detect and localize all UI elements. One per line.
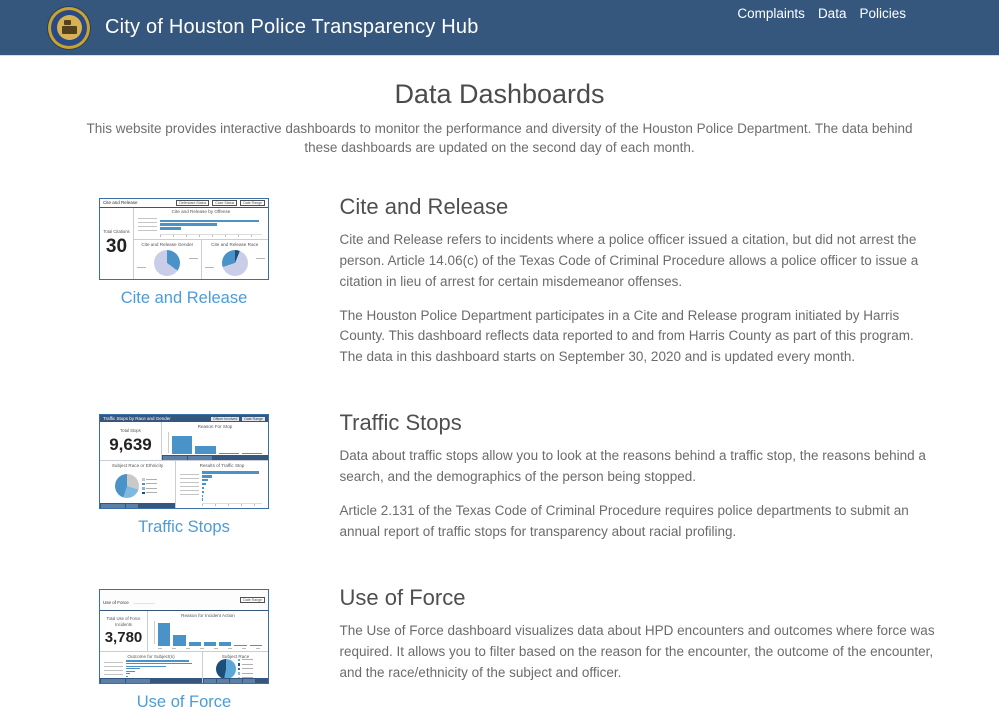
mini-chart-gender-pie: Cite and Release Gender <box>134 240 201 279</box>
subject-race-pie <box>115 474 139 498</box>
mini-dashboard-title: Traffic Stops by Race and Gender <box>103 416 171 422</box>
mini-filter-bar <box>240 597 265 603</box>
mini-filter-date-range: Date Range <box>240 200 265 206</box>
mini-chart-reason-for-incident: Reason for Incident Action <box>148 611 268 651</box>
mini-chart-race-pie: Cite and Release Race <box>201 240 269 279</box>
use-of-force-thumbnail[interactable] <box>99 589 269 684</box>
mini-dashboard-titlebar <box>100 415 268 422</box>
mini-filter-officer-involved: Officer Involved <box>213 416 238 421</box>
mini-stat-total-stops: Total Stops 9,639 <box>100 422 162 460</box>
mini-legend <box>142 478 160 494</box>
section-heading: Cite and Release <box>339 193 509 219</box>
seal-locomotive-icon <box>57 15 82 40</box>
mini-chart-subject-race: Subject Race <box>203 652 268 683</box>
traffic-stops-thumbnail[interactable] <box>99 414 269 509</box>
section-paragraph: The Houston Police Department participates in a Cite and Release program initiated by Harris County. This dashboard reflects data reported to and from Harris County as part of this program. The data in this dashboard starts on September 30, 2020 and is updated every month. <box>339 307 914 365</box>
mini-tab-strip <box>100 503 175 508</box>
cite-and-release-link[interactable]: Cite and Release <box>120 288 248 307</box>
mini-dashboard-titlebar <box>100 590 268 611</box>
site-header <box>0 0 999 56</box>
seal-ring <box>51 10 87 46</box>
cite-and-release-thumbnail[interactable] <box>99 198 269 280</box>
mini-reason-bars <box>148 619 268 648</box>
nav-policies[interactable]: Policies <box>859 6 906 21</box>
cite-and-release-figure <box>62 198 307 382</box>
section-paragraph: The Use of Force dashboard visualizes data about HPD encounters and outcomes where force was required. It allows you to filter based on the reason for the encounter, the outcome of the encounter, and the race/ethnicity of the subject and officer. <box>339 623 935 680</box>
mini-chart-reason-for-stop: Reason For Stop <box>162 422 268 460</box>
dashboard-sections <box>62 193 938 712</box>
top-nav <box>737 6 906 21</box>
houston-city-seal-logo[interactable] <box>48 7 90 49</box>
page-intro: This website provides interactive dashboards to monitor the performance and diversity of the Houston Police Department. The data behind these dashboards are updated on the second day of each month. <box>86 121 913 155</box>
gender-pie <box>154 250 180 276</box>
section-paragraph: Article 2.131 of the Texas Code of Criminal Procedure requires police departments to submit an annual report of traffic stops for transparency about racial profiling. <box>339 503 909 540</box>
mini-reason-bars <box>162 430 268 456</box>
mini-filter-date-range: Date Range <box>244 416 263 421</box>
mini-legend <box>238 659 256 680</box>
subject-race-pie <box>216 659 236 679</box>
section-paragraph: Data about traffic stops allow you to look at the reasons behind a traffic stop, the reasons behind a search, and the demographics of the person being stopped. <box>339 448 926 485</box>
mini-dashboard-title: Cite and Release <box>103 200 138 206</box>
race-pie <box>222 250 248 276</box>
mini-results-bars <box>176 469 268 504</box>
nav-data[interactable]: Data <box>817 6 847 21</box>
traffic-stops-link[interactable]: Traffic Stops <box>138 518 230 537</box>
mini-filter-bar <box>176 200 265 206</box>
mini-outcome-bars <box>100 660 202 679</box>
mini-offense-bars <box>134 215 268 234</box>
use-of-force-figure <box>62 589 307 712</box>
mini-filter-date-range: Date Range <box>240 597 265 603</box>
mini-chart-results-of-stop: Results of Traffic Stop <box>176 461 268 508</box>
mini-dashboard-titlebar <box>100 199 268 208</box>
nav-complaints[interactable]: Complaints <box>737 6 805 21</box>
mini-dashboard-subtitle: ────────── <box>133 601 155 605</box>
page-title: Data Dashboards <box>394 79 605 109</box>
mini-chart-offense: Cite and Release by Offense <box>134 208 268 240</box>
site-title: City of Houston Police Transparency Hub <box>105 16 479 38</box>
section-heading: Traffic Stops <box>339 410 462 436</box>
section-use-of-force <box>62 585 938 712</box>
mini-stat-total-incidents: Total Use of Force Incidents 3,780 <box>100 611 148 651</box>
mini-tab-strip <box>100 678 202 683</box>
mini-axis <box>160 234 262 237</box>
section-heading: Use of Force <box>339 585 466 610</box>
traffic-stops-figure <box>62 414 307 556</box>
mini-stat-total-citations: Total Citations 30 <box>100 208 134 279</box>
mini-filter-bar <box>211 417 265 421</box>
mini-axis <box>202 503 262 506</box>
mini-tab-strip <box>162 455 268 460</box>
mini-chart-outcome-for-subjects: Outcome for Subject(s) <box>100 652 203 683</box>
mini-filter-defendant-status: Defendant Status <box>176 200 209 206</box>
section-paragraph: Cite and Release refers to incidents where a police officer issued a citation, but did not arrest the person. Article 14.06(c) of the Texas Code of Criminal Procedure allows a police officer to issue a citation in lieu of arrest for certain misdemeanor offenses. <box>339 231 919 289</box>
mini-axis <box>158 647 262 650</box>
section-cite-and-release <box>62 193 938 382</box>
use-of-force-link[interactable]: Use of Force <box>136 693 232 711</box>
mini-dashboard-title: Use of Force <box>103 600 129 605</box>
section-traffic-stops <box>62 410 938 556</box>
mini-filter-case-status: Case Status <box>212 200 237 206</box>
mini-chart-subject-race: Subject Race or Ethnicity <box>100 461 176 508</box>
mini-tab-strip <box>203 678 268 683</box>
